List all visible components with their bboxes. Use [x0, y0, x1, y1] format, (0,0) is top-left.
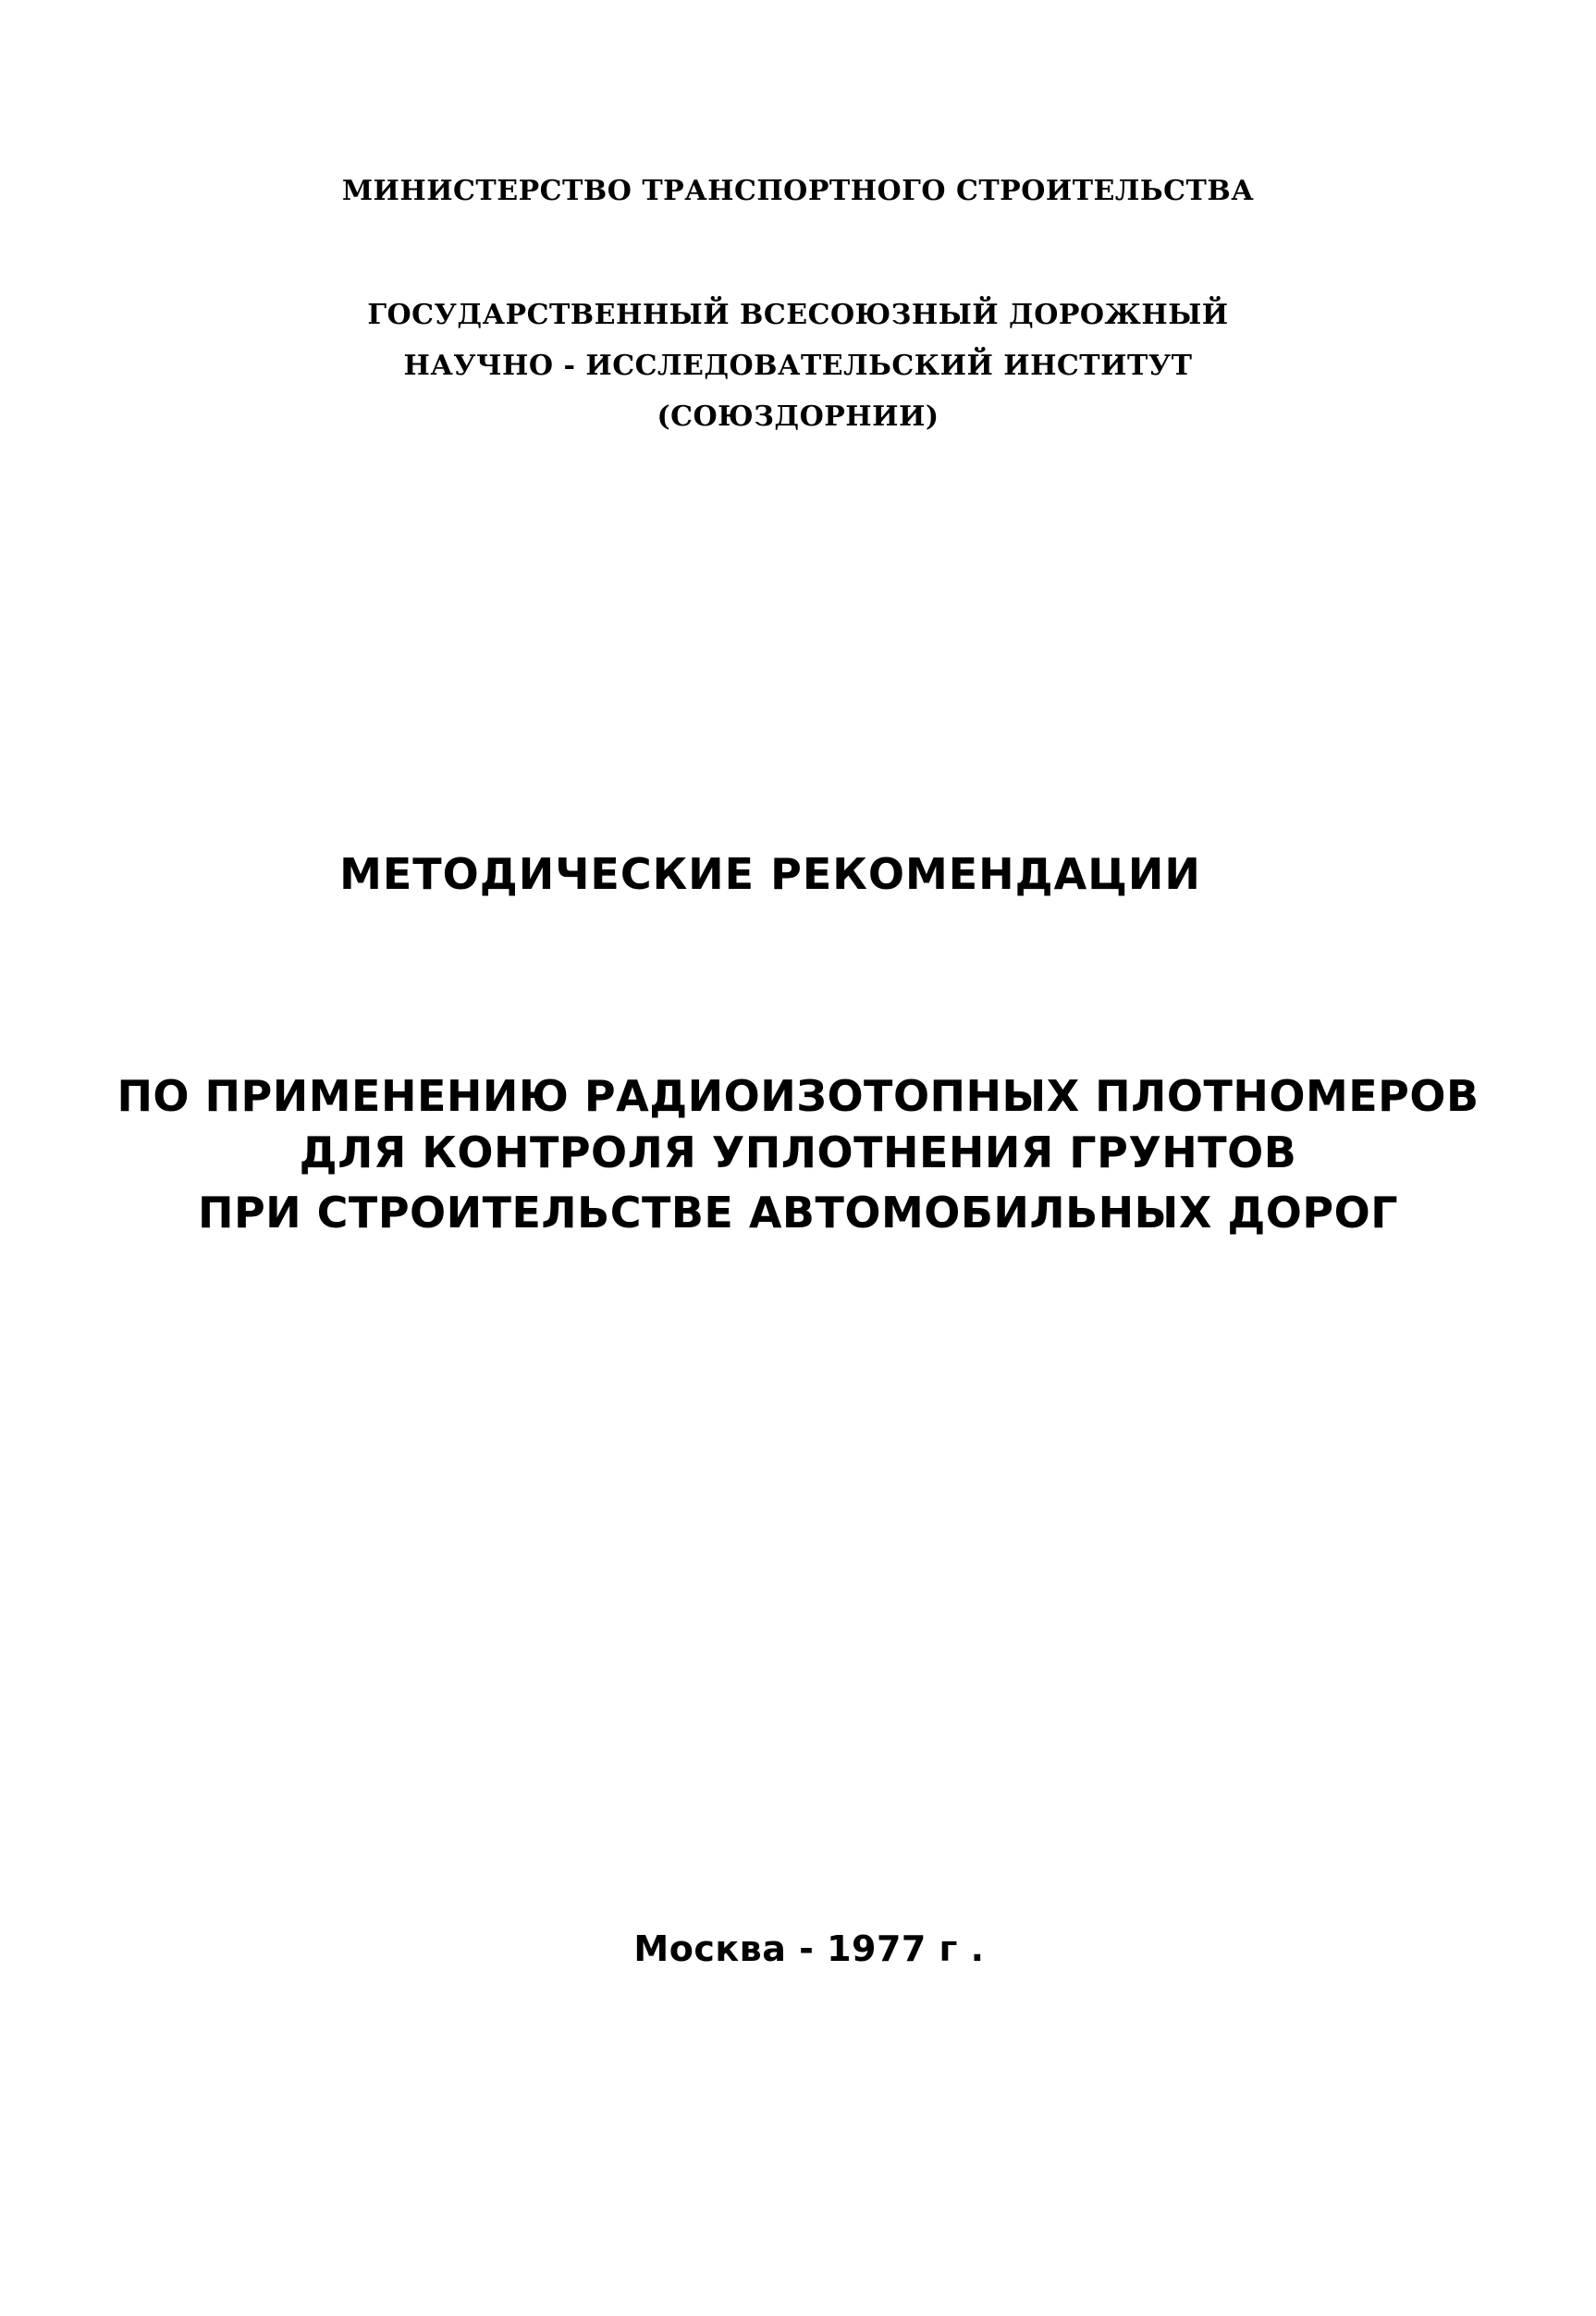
document-subtitle-line-1: ПО ПРИМЕНЕНИЮ РАДИОИЗОТОПНЫХ ПЛОТНОМЕРОВ: [117, 1071, 1479, 1121]
institute-abbreviation: (СОЮЗДОРНИИ): [657, 400, 939, 433]
institute-name-line-2: НАУЧНО - ИССЛЕДОВАТЕЛЬСКИЙ ИНСТИТУТ: [403, 350, 1193, 382]
ministry-name: МИНИСТЕРСТВО ТРАНСПОРТНОГО СТРОИТЕЛЬСТВА: [341, 175, 1255, 207]
institute-name-line-1: ГОСУДАРСТВЕННЫЙ ВСЕСОЮЗНЫЙ ДОРОЖНЫЙ: [367, 299, 1229, 331]
document-title: МЕТОДИЧЕСКИЕ РЕКОМЕНДАЦИИ: [339, 849, 1201, 899]
document-subtitle-line-2: ДЛЯ КОНТРОЛЯ УПЛОТНЕНИЯ ГРУНТОВ: [299, 1127, 1297, 1177]
document-subtitle-line-3: ПРИ СТРОИТЕЛЬСТВЕ АВТОМОБИЛЬНЫХ ДОРОГ: [197, 1188, 1399, 1238]
publication-place-year: Москва - 1977 г .: [633, 1928, 985, 1969]
